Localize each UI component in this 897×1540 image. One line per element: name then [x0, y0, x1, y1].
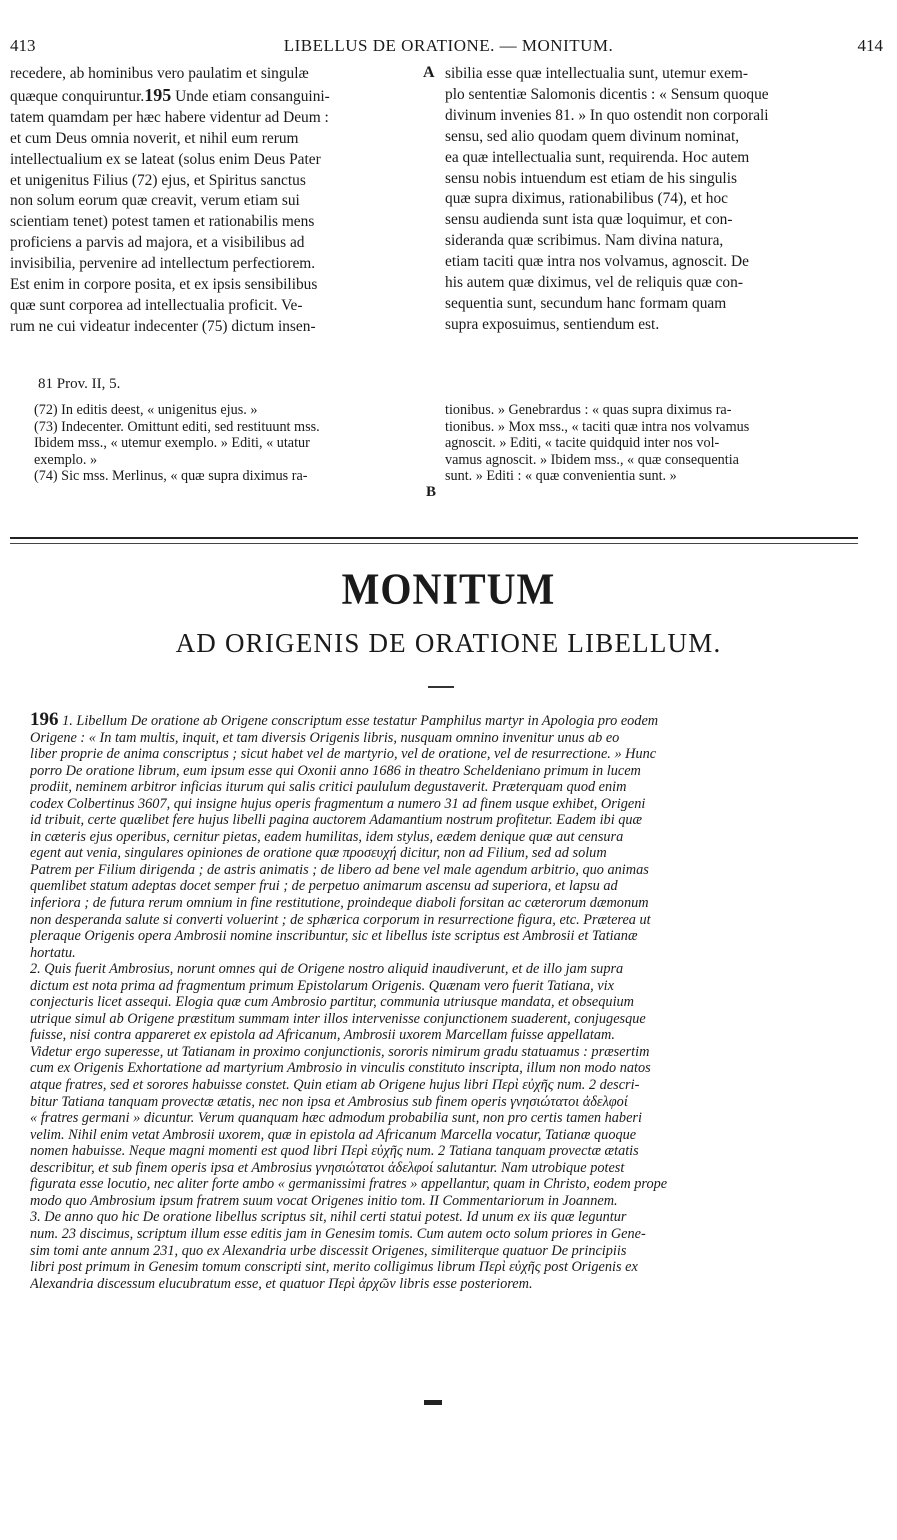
body-line: modo quo Ambrosium ipsum fratrem suum vocat Origenes initio tom. II Commentariorum in Joannem.: [30, 1192, 618, 1209]
text-line: his autem quæ diximus, vel de reliquis quæ con-: [445, 274, 743, 292]
body-line: libri post primum in Genesim tomum conscripti sint, merito colligimus librum Περὶ εὐχῆς post Origenis ex: [30, 1259, 638, 1276]
column-marker-a: A: [423, 64, 435, 81]
text-line: sensu nobis intuendum est etiam de his singulis: [445, 169, 737, 187]
body-line: velim. Nihil enim vetat Ambrosii uxorem, quæ in epistola ad Africanum Marcella vocatur, Tatianæ quoque: [30, 1126, 637, 1143]
text-line: quæ sunt corporea ad intellectualia proficit. Ve-: [10, 296, 303, 314]
running-title: LIBELLUS DE ORATIONE. — MONITUM.: [283, 36, 614, 55]
body-line: dictum est nota prima ad fragmentum primum Epistolarum Origenis. Quænam vero fuerit Tatiana, vix: [30, 977, 614, 994]
body-line: pleraque Origenis opera Ambrosii nomine inscribuntur, sic et libellus iste scriptus est Ambrosii et Tatianæ: [30, 928, 638, 945]
footnote-line: exemplo. »: [34, 451, 98, 468]
text-line: sideranda quæ scribimus. Nam divina natura,: [445, 232, 724, 250]
section-divider-thin: [10, 543, 858, 544]
footnote-line: vamus agnoscit. » Ibidem mss., « quæ consequentia: [445, 451, 739, 468]
footnote-line: (74) Sic mss. Merlinus, « quæ supra diximus ra-: [34, 468, 308, 485]
text-line: intellectualium ex se lateat (solus enim Deus Pater: [10, 150, 321, 168]
text-line: recedere, ab hominibus vero paulatim et singulæ: [10, 65, 309, 82]
body-line: porro De oratione librum, eum ipsum esse qui Oxonii anno 1686 in theatro Scheldeniano primum in lucem: [30, 762, 641, 779]
body-line-text: 1. Libellum De oratione ab Origene conscriptum esse testatur Pamphilus martyr in Apologia pro eodem: [62, 713, 659, 729]
footnote-line: tionibus. » Mox mss., « taciti quæ intra nos volvamus: [445, 418, 750, 435]
page-number-left: 413: [10, 36, 36, 55]
body-line: fuisse, nisi contra appareret ex epistola ad Africanum, Ambrosii uxorem Marcellam fuisse appellatam.: [30, 1027, 615, 1044]
text-line: plo sententiæ Salomonis dicentis : « Sensum quoque: [445, 85, 769, 103]
section-title: MONITUM: [341, 563, 556, 614]
body-line: quemlibet statum adeptas docet semper frui ; de perpetuo animarum ascensu ad superiora, et lapsu ad: [30, 878, 618, 895]
body-line: Origene : « In tam multis, inquit, et tam diversis Origenis libris, nusquam omnino invenitur unus ab eo: [30, 729, 620, 746]
body-line: atque fratres, sed et sorores habuisse constet. Quin etiam ab Origene hujus libri Περὶ εὐχῆς num. 2 descri-: [30, 1077, 640, 1094]
body-line: codex Colbertinus 3607, qui insigne hujus operis fragmentum a numero 31 ad finem usque exhibet, Origeni: [30, 795, 646, 812]
footnote-line: (72) In editis deest, « unigenitus ejus. »: [34, 402, 258, 418]
text-line: non solum eorum quæ creavit, verum etiam sui: [10, 192, 300, 210]
body-line: egent aut venia, singulares opiniones de oratione quæ προσευχή dicitur, non ad Filium, sed ad solum: [30, 845, 607, 862]
body-line: describitur, et sub finem operis ipsa et Ambrosius γνησιώτατοι ἀδελφοί salutantur. Nam utrobique potest: [30, 1159, 625, 1176]
text-line: et cum Deus omnia noverit, et nihil eum rerum: [10, 129, 299, 147]
text-line-part: Unde etiam consanguini-: [171, 87, 330, 105]
text-line: ea quæ intellectualia sunt, requirenda. Hoc autem: [445, 148, 750, 166]
body-line: hortatu.: [30, 944, 76, 961]
footnote-line: sunt. » Editi : « quæ convenientia sunt. »: [445, 468, 677, 485]
body-line: prodiit, neminem arbitror inficias iturum qui salis critici paululum degustaverit. Præterquam quod enim: [30, 779, 627, 796]
column-marker-b: B: [426, 484, 437, 500]
text-line-part: quæque conquiruntur.: [10, 87, 145, 105]
body-line: liber proprie de anima conscriptus ; sicut habet vel de martyrio, vel de oratione, vel de resurrectione. » Hunc: [30, 746, 657, 763]
body-line: nomen habuisse. Neque magni momenti est quod libri Περὶ εὐχῆς num. 2 Tatiana tanquam provectæ ætatis: [30, 1143, 639, 1160]
section-number: 195: [144, 84, 172, 105]
text-line: supra exposuimus, sentiendum est.: [445, 315, 660, 333]
body-line: sim tomi ante annum 231, quo ex Alexandria urbe discessit Origenes, similiterque quatuor De principiis: [30, 1242, 627, 1259]
text-line: etiam taciti quæ intra nos volvamus, agnoscit. De: [445, 253, 749, 271]
right-column: [445, 64, 855, 336]
running-header: [0, 34, 897, 60]
left-column: [10, 64, 418, 338]
body-line: conjecturis licet assequi. Elogia quæ cum Ambrosio partitur, communia utriusque mandata, et obsequium: [30, 994, 635, 1011]
body-line: 3. De anno quo hic De oratione libellus scriptus sit, nihil certi statui potest. Id unum ex iis quæ leguntur: [30, 1209, 627, 1226]
text-line: tatem quamdam per hæc habere videntur ad Deum :: [10, 108, 329, 126]
footnotes-left: [34, 402, 414, 485]
text-line: Est enim in corpore posita, et ex ipsis sensibilibus: [10, 276, 318, 294]
text-line: et unigenitus Filius (72) ejus, et Spiritus sanctus: [10, 171, 306, 189]
body-line: « fratres germani » dicuntur. Verum quanquam hæc admodum probabilia sunt, non pro certis tamen haberi: [30, 1110, 642, 1127]
scripture-footnote: 81 Prov. II, 5.: [38, 376, 121, 392]
text-line: sensu, sed alio quodam quem divinum nominat,: [445, 127, 740, 145]
body-line: figurata esse locutio, nec aliter forte ambo « germanissimi fratres » appellantur, quam in Christo, eodem prope: [30, 1176, 668, 1193]
footnote-line: agnoscit. » Editi, « tacite quidquid inter nos vol-: [445, 435, 720, 452]
footnote-line: Ibidem mss., « utemur exemplo. » Editi, « utatur: [34, 435, 310, 452]
body-line: Alexandria discessum elucubratum esse, et quatuor Περὶ ἀρχῶν libris esse posteriorem.: [30, 1275, 533, 1292]
text-line: rum ne cui videatur indecenter (75) dictum insen-: [10, 317, 316, 335]
text-line: divinum invenies 81. » In quo ostendit non corporali: [445, 106, 769, 124]
body-line: id tribuit, certe quælibet fere hujus libelli pagina auctorem Adamantium nostrum profitetur. Eadem ibi quæ: [30, 812, 643, 829]
text-line: proficiens a parvis ad majora, et a visibilibus ad: [10, 234, 305, 252]
monitum-body: [30, 712, 862, 1292]
text-line: sensu audienda sunt ista quæ loquimur, et con-: [445, 211, 733, 229]
body-line: num. 23 discimus, scriptum illum esse editis jam in Genesim tomis. Cum autem octo solum priores in Gene-: [30, 1225, 646, 1242]
body-line: [30, 712, 862, 730]
footnotes-right: [445, 402, 857, 485]
text-line: [10, 85, 418, 108]
body-line: 2. Quis fuerit Ambrosius, norunt omnes qui de Origene nostro aliquid inaudiverunt, et de illo jam supra: [30, 961, 624, 978]
text-line: sibilia esse quæ intellectualia sunt, utemur exem-: [445, 65, 749, 82]
section-number: 196: [30, 712, 59, 730]
body-line: Patrem per Filium dirigenda ; de astris animatis ; de libero ad bene vel male agendum arbitrio, quo animas: [30, 861, 649, 878]
footnote-line: tionibus. » Genebrardus : « quas supra diximus ra-: [445, 402, 732, 418]
body-line: bitur Tatiana tanquam provectæ ætatis, nec non ipsa et Ambrosius sub finem operis γνησιώτατοι ἀδελφοί: [30, 1093, 628, 1110]
body-line: in cæteris ejus operibus, cernitur pietas, eadem humilitas, idem stylus, eædem denique quæ aut censura: [30, 828, 624, 845]
text-line: quæ supra diximus, rationabilibus (74), et hoc: [445, 190, 728, 208]
title-dash: [428, 686, 454, 688]
body-line: inferiora ; de futura rerum omnium in fine restitutione, proindeque diaboli forsitan ac cæterorum dæmonum: [30, 895, 649, 912]
text-line: invisibilia, pervenire ad intellectum perfectiorem.: [10, 255, 316, 273]
text-line: scientiam tenet) potest tamen et rationabilis mens: [10, 213, 315, 231]
body-line: utrique simul ab Origene præstitum summam inter illos intervenisse conjunctionem suaderent, conjugesque: [30, 1010, 646, 1027]
footnote-line: (73) Indecenter. Omittunt editi, sed restituunt mss.: [34, 418, 320, 435]
body-line: Videtur ergo superesse, ut Tatianam in proximo conjunctionis, sororis nimirum gradu statuamus : præsertim: [30, 1043, 650, 1060]
section-subtitle: AD ORIGENIS DE ORATIONE LIBELLUM.: [175, 628, 722, 658]
text-line: sequentia sunt, secundum hanc formam quam: [445, 294, 727, 312]
body-line: cum ex Origenis Exhortatione ad martyrium Ambrosio in vinculis constituto inscripta, illum non modo natos: [30, 1060, 651, 1077]
section-divider: [10, 537, 858, 539]
body-line: non desperanda salute si converti voluerint ; de sphærica corporum in resurrectione figura, etc. Præterea ut: [30, 911, 651, 928]
page-number-right: 414: [857, 36, 883, 55]
end-mark: [424, 1400, 442, 1405]
